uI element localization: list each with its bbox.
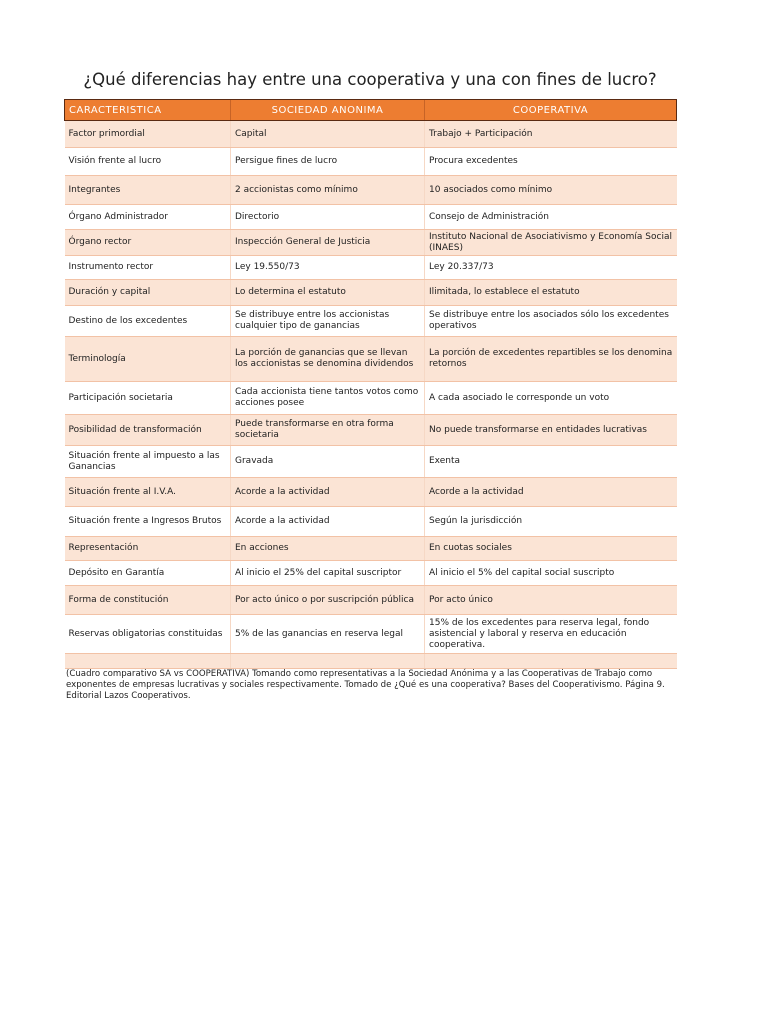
characteristic-cell: Depósito en Garantía <box>65 561 231 586</box>
coop-cell: 15% de los excedentes para reserva legal, fondo asistencial y laboral y reserva en educación cooperativa. <box>425 615 677 654</box>
table-row <box>65 537 677 561</box>
sa-cell: Acorde a la actividad <box>231 507 425 537</box>
coop-cell: Trabajo + Participación <box>425 121 677 148</box>
coop-cell: Se distribuye entre los asociados sólo los excedentes operativos <box>425 306 677 337</box>
characteristic-cell: Posibilidad de transformación <box>65 415 231 446</box>
table-header-row <box>65 100 677 121</box>
sa-cell: Cada accionista tiene tantos votos como acciones posee <box>231 382 425 415</box>
blank-cell <box>231 654 425 669</box>
sa-cell: Capital <box>231 121 425 148</box>
coop-cell: Al inicio el 5% del capital social suscripto <box>425 561 677 586</box>
table-row <box>65 615 677 654</box>
characteristic-cell: Reservas obligatorias constituidas <box>65 615 231 654</box>
table-row <box>65 205 677 230</box>
table-row <box>65 446 677 478</box>
sa-cell: Directorio <box>231 205 425 230</box>
coop-cell: Exenta <box>425 446 677 478</box>
sa-cell: La porción de ganancias que se llevan los accionistas se denomina dividendos <box>231 337 425 382</box>
sa-cell: Puede transformarse en otra forma societaria <box>231 415 425 446</box>
table-row <box>65 478 677 507</box>
coop-cell: Acorde a la actividad <box>425 478 677 507</box>
table-row <box>65 415 677 446</box>
characteristic-cell: Representación <box>65 537 231 561</box>
sa-cell: Al inicio el 25% del capital suscriptor <box>231 561 425 586</box>
characteristic-cell: Factor primordial <box>65 121 231 148</box>
column-header-sociedad-anonima: SOCIEDAD ANONIMA <box>231 100 425 121</box>
blank-cell <box>425 654 677 669</box>
table-row <box>65 561 677 586</box>
characteristic-cell: Situación frente al impuesto a las Ganancias <box>65 446 231 478</box>
sa-cell: Lo determina el estatuto <box>231 280 425 306</box>
characteristic-cell: Participación societaria <box>65 382 231 415</box>
table-blank-row <box>65 654 677 669</box>
table-row <box>65 176 677 205</box>
column-header-cooperativa: COOPERATIVA <box>425 100 677 121</box>
sa-cell: Persigue fines de lucro <box>231 148 425 176</box>
coop-cell: Por acto único <box>425 586 677 615</box>
coop-cell: 10 asociados como mínimo <box>425 176 677 205</box>
characteristic-cell: Instrumento rector <box>65 256 231 280</box>
coop-cell: No puede transformarse en entidades lucrativas <box>425 415 677 446</box>
coop-cell: Procura excedentes <box>425 148 677 176</box>
table-row <box>65 507 677 537</box>
characteristic-cell: Forma de constitución <box>65 586 231 615</box>
sa-cell: 2 accionistas como mínimo <box>231 176 425 205</box>
sa-cell: Se distribuye entre los accionistas cualquier tipo de ganancias <box>231 306 425 337</box>
characteristic-cell: Terminología <box>65 337 231 382</box>
table-row <box>65 256 677 280</box>
coop-cell: Ilimitada, lo establece el estatuto <box>425 280 677 306</box>
table-row <box>65 230 677 256</box>
column-header-characteristic: CARACTERISTICA <box>65 100 231 121</box>
coop-cell: La porción de excedentes repartibles se los denomina retornos <box>425 337 677 382</box>
coop-cell: Según la jurisdicción <box>425 507 677 537</box>
table-row <box>65 337 677 382</box>
table-row <box>65 121 677 148</box>
sa-cell: 5% de las ganancias en reserva legal <box>231 615 425 654</box>
table-row <box>65 280 677 306</box>
sa-cell: Gravada <box>231 446 425 478</box>
page-title: ¿Qué diferencias hay entre una cooperativa y una con fines de lucro? <box>83 70 657 89</box>
characteristic-cell: Destino de los excedentes <box>65 306 231 337</box>
table-row <box>65 148 677 176</box>
characteristic-cell: Órgano rector <box>65 230 231 256</box>
characteristic-cell: Situación frente a Ingresos Brutos <box>65 507 231 537</box>
coop-cell: En cuotas sociales <box>425 537 677 561</box>
comparison-table <box>64 99 677 669</box>
coop-cell: Ley 20.337/73 <box>425 256 677 280</box>
characteristic-cell: Situación frente al I.V.A. <box>65 478 231 507</box>
sa-cell: En acciones <box>231 537 425 561</box>
characteristic-cell: Visión frente al lucro <box>65 148 231 176</box>
table-row <box>65 382 677 415</box>
table-row <box>65 306 677 337</box>
sa-cell: Ley 19.550/73 <box>231 256 425 280</box>
characteristic-cell: Órgano Administrador <box>65 205 231 230</box>
coop-cell: Consejo de Administración <box>425 205 677 230</box>
coop-cell: A cada asociado le corresponde un voto <box>425 382 677 415</box>
characteristic-cell: Integrantes <box>65 176 231 205</box>
table-row <box>65 586 677 615</box>
sa-cell: Por acto único o por suscripción pública <box>231 586 425 615</box>
coop-cell: Instituto Nacional de Asociativismo y Economía Social (INAES) <box>425 230 677 256</box>
characteristic-cell: Duración y capital <box>65 280 231 306</box>
blank-cell <box>65 654 231 669</box>
table-footnote: (Cuadro comparativo SA vs COOPERATIVA) Tomando como representativas a la Sociedad Anónima y a las Cooperativas de Trabajo como exponentes de empresas lucrativas y sociales respectivamente. Tomado de ¿Qué es una cooperativa? Bases del Cooperativismo. Página 9. Editorial Lazos Cooperativos. <box>66 669 665 701</box>
sa-cell: Acorde a la actividad <box>231 478 425 507</box>
sa-cell: Inspección General de Justicia <box>231 230 425 256</box>
